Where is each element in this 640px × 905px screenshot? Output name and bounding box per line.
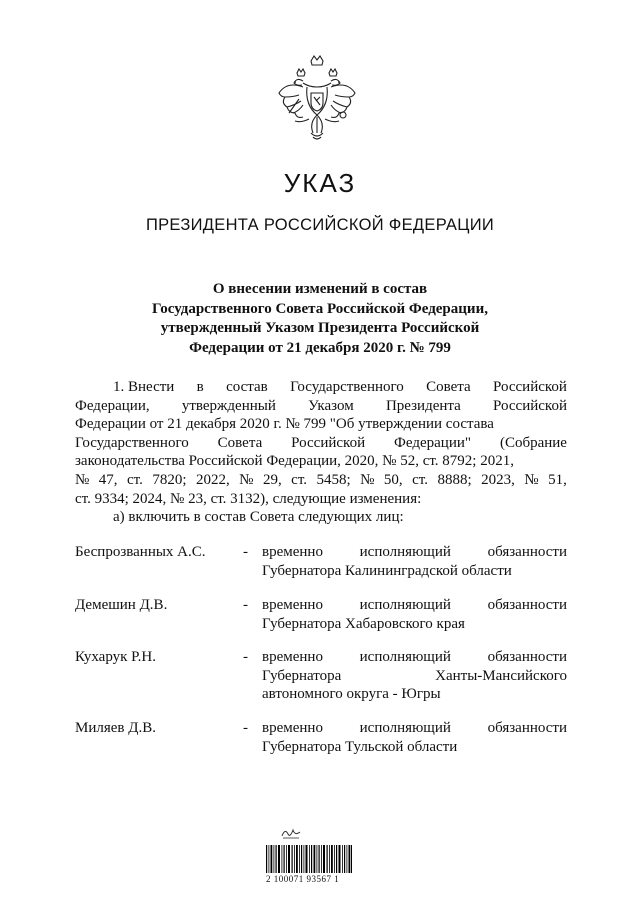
word: Губернатора Хабаровского края	[262, 615, 465, 632]
person-name: Беспрозванных А.С.	[75, 544, 206, 560]
person-position	[262, 543, 567, 580]
word: Федерации"	[394, 434, 472, 451]
word: а) включить в состав Совета следующих лиц:	[113, 509, 404, 526]
word: 50,	[383, 471, 403, 488]
word: автономного округа - Югры	[262, 686, 441, 703]
person-name: Миляев Д.В.	[75, 720, 156, 736]
person-position	[262, 648, 567, 704]
position-line	[262, 685, 567, 704]
word: утвержденный	[181, 397, 276, 414]
person-position	[262, 719, 567, 756]
word: (Собрание	[499, 434, 567, 451]
document-title: УКАЗ	[283, 168, 357, 198]
word: обязанности	[487, 597, 567, 613]
word: Российской	[291, 434, 366, 451]
word: Российской	[493, 397, 567, 414]
word: ст. 9334; 2024, № 23, ст. 3132), следующие изменения:	[75, 490, 422, 507]
paragraph-line	[75, 508, 567, 527]
word: состав	[226, 379, 268, 395]
barcode-icon	[266, 845, 352, 873]
person-name: Кухарук Р.Н.	[75, 649, 156, 665]
word: 5458;	[316, 471, 351, 488]
position-line	[262, 543, 567, 562]
heading-line: утвержденный Указом Президента Российской	[160, 320, 480, 336]
word: временно	[262, 544, 323, 560]
word: ст.	[127, 471, 143, 488]
word: временно	[262, 597, 323, 613]
word: обязанности	[487, 649, 567, 665]
position-line	[262, 615, 567, 634]
word: Указом	[308, 397, 354, 414]
person-name: Демешин Д.В.	[75, 597, 168, 613]
position-line	[262, 667, 567, 686]
word: Президента	[385, 397, 461, 414]
word: временно	[262, 720, 323, 736]
word: 51,	[548, 471, 567, 488]
heading-line: Федерации от 21 декабря 2020 г. № 799	[189, 339, 451, 356]
word: Государственного	[290, 379, 404, 395]
person-dash: -	[243, 544, 248, 560]
word: временно	[262, 649, 323, 665]
position-line	[262, 596, 567, 615]
word: Губернатора	[262, 667, 342, 684]
word: 8888;	[437, 471, 472, 488]
position-line	[262, 719, 567, 738]
person-dash: -	[243, 597, 248, 613]
state-emblem-icon	[273, 53, 361, 153]
paragraph-line	[75, 434, 567, 453]
word: 47,	[98, 471, 118, 488]
position-line	[262, 648, 567, 667]
person-dash: -	[243, 720, 248, 736]
word: 1. Внести	[113, 379, 175, 395]
document-subtitle: ПРЕЗИДЕНТА РОССИЙСКОЙ ФЕДЕРАЦИИ	[145, 216, 495, 234]
decree-heading	[0, 280, 640, 358]
word: Российской	[493, 379, 567, 395]
word: ст.	[412, 471, 428, 488]
word: Совета	[217, 434, 263, 451]
word: исполняющий	[359, 544, 451, 560]
paragraph-line	[75, 415, 567, 434]
word: №	[239, 471, 254, 488]
word: исполняющий	[359, 597, 451, 613]
word: Федерации,	[75, 397, 150, 414]
position-line	[262, 738, 567, 757]
word: 2023,	[481, 471, 515, 488]
word: Совета	[426, 379, 471, 395]
heading-line: Государственного Совета Российской Федерации,	[152, 300, 488, 317]
position-line	[262, 562, 567, 581]
word: исполняющий	[359, 649, 451, 665]
word: Губернатора Тульской области	[262, 738, 458, 755]
word: Губернатора Калининградской области	[262, 562, 512, 579]
word: в	[196, 379, 204, 395]
word: №	[75, 471, 90, 488]
word: законодательства Российской Федерации, 2020, № 52, ст. 8792; 2021,	[75, 453, 514, 470]
word: исполняющий	[359, 720, 451, 736]
word: №	[360, 471, 375, 488]
paragraph-line	[75, 397, 567, 416]
word: 29,	[262, 471, 282, 488]
word: обязанности	[487, 720, 567, 736]
paragraph-line	[75, 471, 567, 490]
word: Ханты-Мансийского	[435, 667, 567, 684]
word: 2022,	[195, 471, 230, 488]
word: 7820;	[152, 471, 187, 488]
barcode-number: 2 100071 93567 1	[266, 874, 340, 884]
registration-mark-icon	[280, 826, 302, 840]
heading-line: О внесении изменений в состав	[212, 281, 428, 297]
person-position	[262, 596, 567, 633]
person-dash: -	[243, 649, 248, 665]
word: Федерации от 21 декабря 2020 г. № 799 "Об утверждении состава	[75, 416, 494, 433]
word: Государственного	[75, 434, 189, 451]
paragraph-line	[75, 490, 567, 509]
word: обязанности	[487, 544, 567, 560]
paragraph-line	[75, 452, 567, 471]
word: №	[524, 471, 539, 488]
word: ст.	[291, 471, 308, 488]
paragraph-line	[75, 378, 567, 397]
decree-paragraph	[75, 378, 567, 527]
